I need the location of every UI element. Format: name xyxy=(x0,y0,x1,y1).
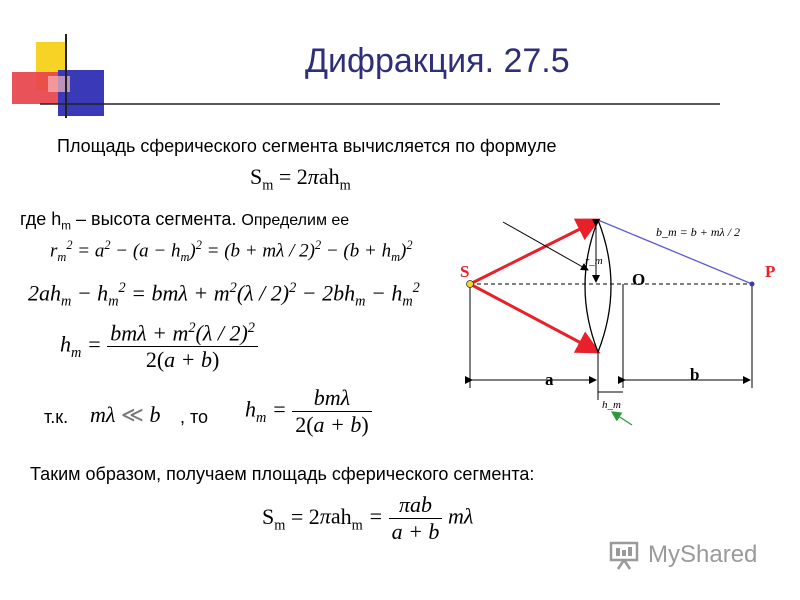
then-label: , то xyxy=(180,407,209,427)
wavefront-arc-right xyxy=(598,220,611,352)
label-rm: r_m xyxy=(585,255,603,267)
intro-text: Площадь сферического сегмента вычисляется по формуле xyxy=(57,136,557,156)
formula-area-simple: $S_m = 2\pi ah_m$ xyxy=(250,164,351,194)
formula-area-final: $S_m = 2\pi ah_m$ = $\frac{\text{πab}}{a + b}$ mλ xyxy=(262,492,474,544)
label-O: O xyxy=(632,270,646,289)
label-b: b xyxy=(690,365,700,384)
cone-top xyxy=(470,220,598,284)
label-a: a xyxy=(545,370,554,389)
formula-hm-full: $h_m$ = $\frac{bm\lambda + m^2(\lambda / 2)^2}{2(a + b)}$ xyxy=(60,320,258,373)
watermark-text: MyShared xyxy=(648,541,758,568)
label-P: P xyxy=(765,262,776,281)
label-hm: h_m xyxy=(602,399,621,411)
presentation-board-icon xyxy=(608,540,642,570)
much-less-symbol: ≪ xyxy=(120,402,144,427)
conclusion-text: Таким образом, получаем площадь сферического сегмента: xyxy=(30,464,535,484)
where-tail: Определим ее xyxy=(241,212,350,229)
source-point xyxy=(467,281,474,288)
slide-title: Дифракция. 27.5 xyxy=(305,42,570,80)
since-label: т.к. xyxy=(44,407,69,427)
where-suffix: – высота сегмента. xyxy=(71,209,237,229)
where-prefix: где h xyxy=(20,209,62,229)
formula-hm-approx: $h_m$ = $\frac{\text{bmλ}}{2(a + b)}$ xyxy=(245,385,372,438)
cone-bottom xyxy=(470,284,598,352)
formula-expanded: $2ah_m - h_m^2 = bm\lambda + m^2(\lambda / 2)^2 - 2bh_m - h_m^2$ xyxy=(28,280,420,310)
where-sub: m xyxy=(61,219,72,233)
hm-green-arrow xyxy=(612,412,632,425)
where-line xyxy=(20,209,349,233)
diffraction-diagram xyxy=(455,205,800,420)
label-S: S xyxy=(460,262,470,281)
watermark xyxy=(608,540,757,570)
label-bm: b_m = b + mλ / 2 xyxy=(656,225,741,239)
formula-rm-squared: $r_m^2 = a^2 - (a - h_m)^2 = (b + m\lambda / 2)^2 - (b + h_m)^2$ xyxy=(50,238,413,265)
observation-point xyxy=(750,282,755,287)
formula-condition: mλ ≪ b xyxy=(90,402,161,427)
